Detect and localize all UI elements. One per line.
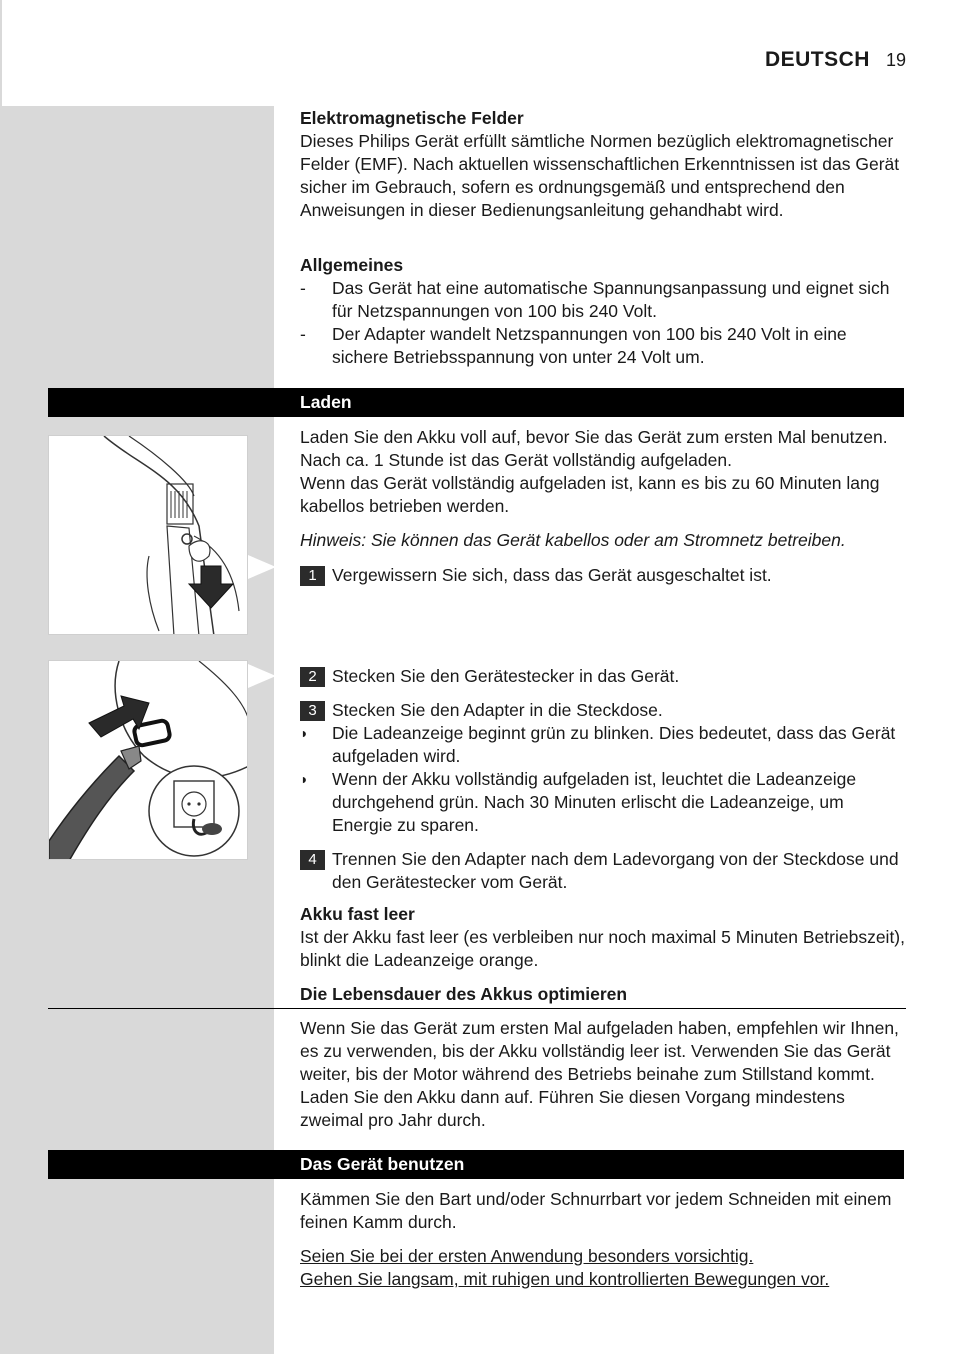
section-title-usage: Das Gerät benutzen xyxy=(300,1154,465,1174)
usage-warning-2: Gehen Sie langsam, mit ruhigen und kontrollierten Bewegungen vor. xyxy=(300,1269,830,1289)
corner-tab xyxy=(0,0,2,106)
battery-low-section xyxy=(300,903,906,972)
hand-switch-drawing xyxy=(49,436,248,635)
optimize-heading: Die Lebensdauer des Akkus optimieren xyxy=(300,984,628,1004)
optimize-text: Wenn Sie das Gerät zum ersten Mal aufgeladen haben, empfehlen wir Ihnen, es zu verwenden, bis der Akku vollständig leer ist. Verwenden Sie das Gerät weiter, bis der Motor während des Betriebs beinahe zum Stillstand kommt. Laden Sie den Akku dann auf. Führen Sie diesen Vorgang mindestens zweimal pro Jahr durch. xyxy=(300,1018,899,1130)
step-1 xyxy=(300,564,906,587)
section-bar-usage xyxy=(48,1150,904,1179)
bullet-text: Wenn der Akku vollständig aufgeladen ist, leuchtet die Ladeanzeige durchgehend grün. Nach 30 Minuten erlischt die Ladeanzeige, um Energie zu sparen. xyxy=(332,769,857,835)
step-number: 1 xyxy=(300,566,325,586)
list-item: - Der Adapter wandelt Netzspannungen von 100 bis 240 Volt in eine sichere Betriebsspannung von unter 24 Volt um. xyxy=(300,323,906,369)
emf-text: Dieses Philips Gerät erfüllt sämtliche Normen bezüglich elektromagnetischer Felder (EMF). Nach aktuellen wissenschaftlichen Erkenntnissen ist das Gerät sicher im Gebrauch, sofern es ordnungsgemäß und entsprechend den Anweisungen in dieser Bedienungsanleitung gehandhabt wird. xyxy=(300,131,900,220)
battery-low-heading: Akku fast leer xyxy=(300,904,415,924)
plug-adapter-drawing xyxy=(49,661,248,860)
language-label: DEUTSCH xyxy=(764,48,870,71)
bullet-text: Die Ladeanzeige beginnt grün zu blinken. Dies bedeutet, dass das Gerät aufgeladen wird. xyxy=(332,723,896,766)
bullet-marker: ◗ xyxy=(300,771,309,787)
pointer-triangle xyxy=(248,555,276,579)
section-title-laden: Laden xyxy=(300,392,352,412)
step-text: Vergewissern Sie sich, dass das Gerät ausgeschaltet ist. xyxy=(332,565,772,585)
step-number: 2 xyxy=(300,667,325,687)
step-number: 4 xyxy=(300,850,325,870)
list-item: - Das Gerät hat eine automatische Spannungsanpassung und eignet sich für Netzspannungen von 100 bis 240 Volt. xyxy=(300,277,906,323)
charging-note: Hinweis: Sie können das Gerät kabellos oder am Stromnetz betreiben. xyxy=(300,530,846,550)
charging-section xyxy=(300,426,906,587)
step-4 xyxy=(300,848,906,894)
general-item-1: Das Gerät hat eine automatische Spannungsanpassung und eignet sich für Netzspannungen von 100 bis 240 Volt. xyxy=(332,278,890,321)
usage-section xyxy=(300,1188,906,1291)
list-item xyxy=(300,722,906,768)
step-text: Stecken Sie den Adapter in die Steckdose. xyxy=(332,700,663,720)
heading-rule xyxy=(48,1008,906,1009)
charging-intro-1: Laden Sie den Akku voll auf, bevor Sie das Gerät zum ersten Mal benutzen. Nach ca. 1 Stunde ist das Gerät vollständig aufgeladen. xyxy=(300,427,888,470)
section-bar-laden xyxy=(48,388,904,417)
bullet-marker: ◗ xyxy=(300,725,309,741)
plug-adapter-illustration xyxy=(48,660,248,860)
hand-switch-illustration xyxy=(48,435,248,635)
list-item xyxy=(300,768,906,837)
pointer-triangle xyxy=(248,664,276,688)
step-number: 3 xyxy=(300,701,325,721)
usage-text: Kämmen Sie den Bart und/oder Schnurrbart vor jedem Schneiden mit einem feinen Kamm durch. xyxy=(300,1189,892,1232)
general-section xyxy=(300,254,906,369)
page-number: 19 xyxy=(885,50,906,70)
charging-intro-2: Wenn das Gerät vollständig aufgeladen ist, kann es bis zu 60 Minuten lang kabellos betrieben werden. xyxy=(300,473,880,516)
step-text: Trennen Sie den Adapter nach dem Ladevorgang von der Steckdose und den Gerätestecker vom Gerät. xyxy=(332,849,899,892)
general-item-2: Der Adapter wandelt Netzspannungen von 100 bis 240 Volt in eine sichere Betriebsspannung von unter 24 Volt um. xyxy=(332,324,847,367)
page-header xyxy=(765,48,906,72)
step-2 xyxy=(300,665,906,688)
battery-low-text: Ist der Akku fast leer (es verbleiben nur noch maximal 5 Minuten Betriebszeit), blinkt die Ladeanzeige orange. xyxy=(300,927,905,970)
general-heading: Allgemeines xyxy=(300,255,404,275)
usage-warning-1: Seien Sie bei der ersten Anwendung besonders vorsichtig. xyxy=(300,1246,754,1266)
emf-heading: Elektromagnetische Felder xyxy=(300,108,524,128)
step-3 xyxy=(300,699,906,722)
emf-section xyxy=(300,107,906,222)
optimize-section xyxy=(300,1017,906,1132)
charging-steps xyxy=(300,665,906,894)
optimize-heading-block xyxy=(300,983,906,1006)
step-text: Stecken Sie den Gerätestecker in das Gerät. xyxy=(332,666,680,686)
